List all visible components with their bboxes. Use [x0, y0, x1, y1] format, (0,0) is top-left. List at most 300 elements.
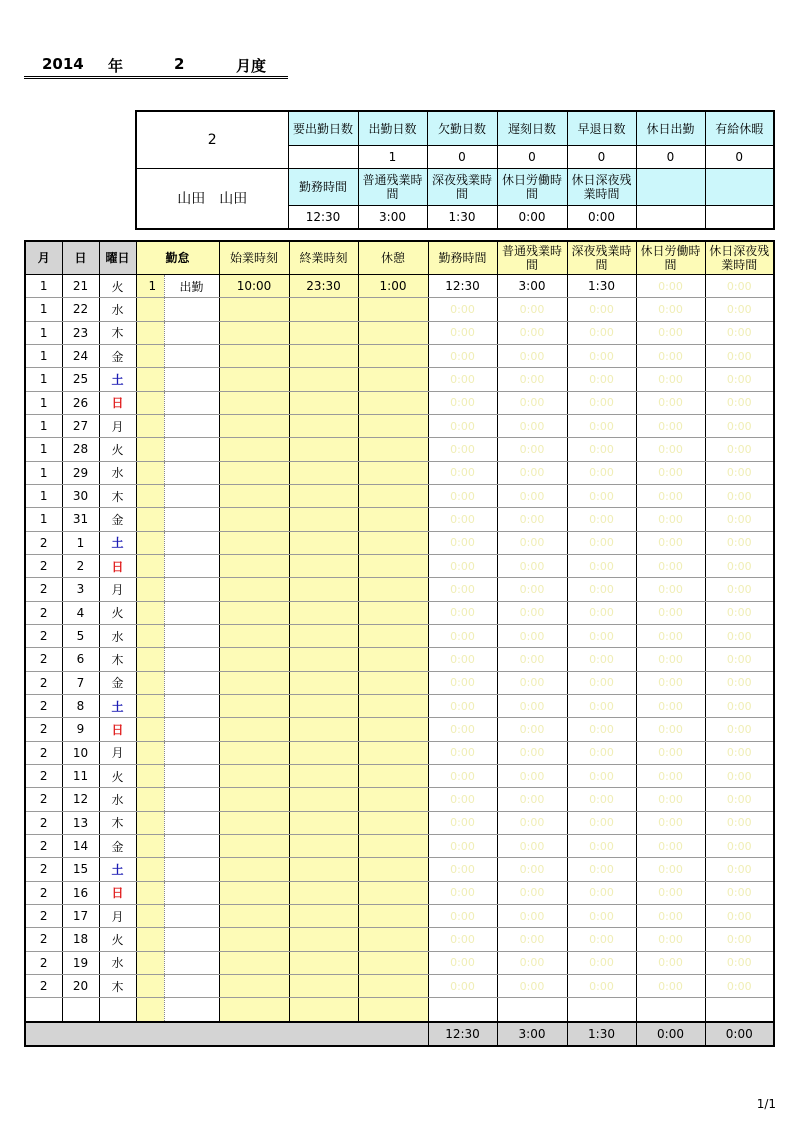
- day-cell: 15: [62, 858, 99, 881]
- break-cell: [358, 601, 428, 624]
- holiday-night-cell: 0:00: [705, 321, 774, 344]
- table-row: [25, 718, 774, 741]
- work-hours-cell: 0:00: [428, 461, 497, 484]
- night-overtime-cell: 0:00: [567, 858, 636, 881]
- end-time-cell: [289, 974, 358, 997]
- end-time-cell: [289, 344, 358, 367]
- night-overtime-cell: 1:30: [567, 275, 636, 298]
- column-header: 勤務時間: [428, 241, 497, 275]
- attendance-kind-cell: [164, 298, 219, 321]
- month-cell: 1: [25, 344, 62, 367]
- work-hours-cell: 0:00: [428, 368, 497, 391]
- table-row: [25, 904, 774, 927]
- month-cell: 2: [25, 531, 62, 554]
- attendance-kind-cell: [164, 461, 219, 484]
- end-time-cell: [289, 764, 358, 787]
- overtime-cell: 0:00: [497, 834, 567, 857]
- break-cell: [358, 858, 428, 881]
- weekday-cell: 土: [99, 694, 136, 717]
- end-time-cell: [289, 694, 358, 717]
- holiday-work-cell: 0:00: [636, 904, 705, 927]
- month-cell: 2: [25, 788, 62, 811]
- attendance-kind-cell: [164, 484, 219, 507]
- holiday-night-cell: 0:00: [705, 344, 774, 367]
- weekday-cell: 日: [99, 391, 136, 414]
- holiday-work-cell: 0:00: [636, 764, 705, 787]
- holiday-work-cell: 0:00: [636, 438, 705, 461]
- overtime-cell: 0:00: [497, 718, 567, 741]
- holiday-night-cell: 0:00: [705, 858, 774, 881]
- start-time-cell: [219, 998, 289, 1022]
- summary-value: 1:30: [427, 206, 497, 230]
- work-hours-cell: 0:00: [428, 508, 497, 531]
- weekday-cell: 月: [99, 741, 136, 764]
- weekday-cell: 木: [99, 484, 136, 507]
- attendance-index-cell: [136, 834, 164, 857]
- end-time-cell: [289, 951, 358, 974]
- end-time-cell: [289, 881, 358, 904]
- day-cell: 10: [62, 741, 99, 764]
- summary-value: [288, 146, 358, 169]
- work-hours-cell: 0:00: [428, 321, 497, 344]
- night-overtime-cell: 0:00: [567, 368, 636, 391]
- overtime-cell: 0:00: [497, 461, 567, 484]
- break-cell: [358, 484, 428, 507]
- day-cell: 14: [62, 834, 99, 857]
- attendance-kind-cell: [164, 624, 219, 647]
- attendance-index-cell: [136, 554, 164, 577]
- work-hours-cell: 0:00: [428, 951, 497, 974]
- break-cell: [358, 438, 428, 461]
- attendance-index-cell: [136, 321, 164, 344]
- weekday-cell: 金: [99, 508, 136, 531]
- night-overtime-cell: 0:00: [567, 344, 636, 367]
- weekday-cell: 火: [99, 928, 136, 951]
- totals-row: [25, 1022, 774, 1046]
- summary-value: [705, 206, 774, 230]
- attendance-index-cell: [136, 484, 164, 507]
- employee-name: 山田 山田: [136, 169, 288, 230]
- table-row: [25, 554, 774, 577]
- start-time-cell: [219, 368, 289, 391]
- table-row: [25, 928, 774, 951]
- table-row: [25, 414, 774, 437]
- work-hours-cell: 0:00: [428, 928, 497, 951]
- night-overtime-cell: 0:00: [567, 718, 636, 741]
- month-cell: 2: [25, 928, 62, 951]
- start-time-cell: [219, 484, 289, 507]
- month-cell: 2: [25, 951, 62, 974]
- holiday-night-cell: 0:00: [705, 764, 774, 787]
- overtime-cell: 0:00: [497, 741, 567, 764]
- table-row: [25, 741, 774, 764]
- attendance-index-cell: [136, 788, 164, 811]
- end-time-cell: [289, 671, 358, 694]
- summary-header: 出勤日数: [358, 111, 427, 146]
- month-cell: 2: [25, 601, 62, 624]
- night-overtime-cell: 0:00: [567, 391, 636, 414]
- weekday-cell: 土: [99, 858, 136, 881]
- attendance-index-cell: [136, 694, 164, 717]
- overtime-cell: 0:00: [497, 438, 567, 461]
- work-hours-cell: 0:00: [428, 764, 497, 787]
- column-header: 曜日: [99, 241, 136, 275]
- break-cell: 1:00: [358, 275, 428, 298]
- month: 2: [174, 55, 185, 73]
- month-cell: 1: [25, 508, 62, 531]
- weekday-cell: [99, 998, 136, 1022]
- month-unit: 月度: [236, 57, 267, 75]
- holiday-night-cell: 0:00: [705, 718, 774, 741]
- work-hours-cell: 0:00: [428, 601, 497, 624]
- table-row: [25, 881, 774, 904]
- attendance-kind-cell: [164, 741, 219, 764]
- break-cell: [358, 834, 428, 857]
- attendance-index-cell: [136, 904, 164, 927]
- holiday-night-cell: 0:00: [705, 788, 774, 811]
- start-time-cell: [219, 764, 289, 787]
- summary-header: 欠勤日数: [427, 111, 497, 146]
- table-row: [25, 811, 774, 834]
- month-cell: 1: [25, 368, 62, 391]
- holiday-work-cell: 0:00: [636, 344, 705, 367]
- end-time-cell: [289, 484, 358, 507]
- start-time-cell: [219, 461, 289, 484]
- summary-header: 休日深夜残業時間: [567, 169, 636, 206]
- overtime-cell: 0:00: [497, 858, 567, 881]
- summary-header: 深夜残業時間: [427, 169, 497, 206]
- overtime-cell: 0:00: [497, 951, 567, 974]
- night-overtime-cell: 0:00: [567, 741, 636, 764]
- work-hours-cell: 0:00: [428, 578, 497, 601]
- attendance-kind-cell: [164, 531, 219, 554]
- holiday-night-cell: 0:00: [705, 624, 774, 647]
- attendance-index-cell: [136, 881, 164, 904]
- holiday-night-cell: 0:00: [705, 531, 774, 554]
- start-time-cell: [219, 648, 289, 671]
- summary-value: 12:30: [288, 206, 358, 230]
- start-time-cell: [219, 788, 289, 811]
- weekday-cell: 土: [99, 368, 136, 391]
- table-row: [25, 484, 774, 507]
- start-time-cell: [219, 508, 289, 531]
- start-time-cell: [219, 904, 289, 927]
- weekday-cell: 木: [99, 321, 136, 344]
- end-time-cell: [289, 414, 358, 437]
- attendance-kind-cell: [164, 718, 219, 741]
- holiday-night-cell: 0:00: [705, 438, 774, 461]
- attendance-kind-cell: [164, 904, 219, 927]
- attendance-index-cell: [136, 718, 164, 741]
- attendance-kind-cell: [164, 928, 219, 951]
- month-cell: 1: [25, 484, 62, 507]
- attendance-kind-cell: [164, 881, 219, 904]
- attendance-kind-cell: [164, 834, 219, 857]
- day-cell: 7: [62, 671, 99, 694]
- work-hours-cell: 0:00: [428, 554, 497, 577]
- holiday-night-cell: 0:00: [705, 951, 774, 974]
- attendance-kind-cell: [164, 554, 219, 577]
- start-time-cell: [219, 624, 289, 647]
- holiday-work-cell: 0:00: [636, 834, 705, 857]
- day-cell: 13: [62, 811, 99, 834]
- day-cell: 19: [62, 951, 99, 974]
- start-time-cell: [219, 414, 289, 437]
- overtime-cell: 0:00: [497, 391, 567, 414]
- holiday-work-cell: 0:00: [636, 648, 705, 671]
- summary-table: [135, 110, 775, 230]
- day-cell: 21: [62, 275, 99, 298]
- column-header: 休日労働時間: [636, 241, 705, 275]
- table-row: [25, 624, 774, 647]
- night-overtime-cell: 0:00: [567, 298, 636, 321]
- start-time-cell: 10:00: [219, 275, 289, 298]
- column-header: 休日深夜残業時間: [705, 241, 774, 275]
- work-hours-cell: 0:00: [428, 741, 497, 764]
- attendance-index-cell: [136, 858, 164, 881]
- attendance-index-cell: [136, 601, 164, 624]
- weekday-cell: 水: [99, 951, 136, 974]
- column-header: 勤怠: [136, 241, 219, 275]
- end-time-cell: [289, 741, 358, 764]
- day-cell: 3: [62, 578, 99, 601]
- weekday-cell: 水: [99, 461, 136, 484]
- work-hours-cell: 0:00: [428, 344, 497, 367]
- page-number: 1/1: [756, 1097, 776, 1111]
- overtime-cell: 3:00: [497, 275, 567, 298]
- overtime-cell: 0:00: [497, 321, 567, 344]
- holiday-night-cell: [705, 998, 774, 1022]
- day-cell: 8: [62, 694, 99, 717]
- month-cell: 2: [25, 578, 62, 601]
- work-hours-cell: 0:00: [428, 974, 497, 997]
- attendance-index-cell: [136, 928, 164, 951]
- end-time-cell: [289, 554, 358, 577]
- end-time-cell: [289, 811, 358, 834]
- end-time-cell: [289, 648, 358, 671]
- end-time-cell: [289, 624, 358, 647]
- column-header: 休憩: [358, 241, 428, 275]
- attendance-kind-cell: [164, 578, 219, 601]
- break-cell: [358, 788, 428, 811]
- attendance-kind-cell: [164, 951, 219, 974]
- overtime-cell: 0:00: [497, 904, 567, 927]
- holiday-night-cell: 0:00: [705, 834, 774, 857]
- summary-value: 0:00: [567, 206, 636, 230]
- day-cell: 26: [62, 391, 99, 414]
- holiday-work-cell: 0:00: [636, 858, 705, 881]
- night-overtime-cell: 0:00: [567, 438, 636, 461]
- holiday-work-cell: 0:00: [636, 391, 705, 414]
- break-cell: [358, 391, 428, 414]
- attendance-index-cell: [136, 648, 164, 671]
- end-time-cell: [289, 998, 358, 1022]
- attendance-kind-cell: [164, 391, 219, 414]
- holiday-night-cell: 0:00: [705, 904, 774, 927]
- start-time-cell: [219, 438, 289, 461]
- work-hours-cell: 0:00: [428, 438, 497, 461]
- holiday-night-cell: 0:00: [705, 648, 774, 671]
- night-overtime-cell: 0:00: [567, 904, 636, 927]
- work-hours-cell: 0:00: [428, 648, 497, 671]
- weekday-cell: 土: [99, 531, 136, 554]
- break-cell: [358, 344, 428, 367]
- weekday-cell: 日: [99, 554, 136, 577]
- night-overtime-cell: 0:00: [567, 461, 636, 484]
- month-cell: 1: [25, 321, 62, 344]
- end-time-cell: [289, 461, 358, 484]
- holiday-work-cell: 0:00: [636, 741, 705, 764]
- summary-header: 普通残業時間: [358, 169, 427, 206]
- start-time-cell: [219, 741, 289, 764]
- start-time-cell: [219, 344, 289, 367]
- attendance-kind-cell: [164, 974, 219, 997]
- month-cell: 2: [25, 671, 62, 694]
- month-cell: 1: [25, 461, 62, 484]
- holiday-night-cell: 0:00: [705, 368, 774, 391]
- attendance-index-cell: [136, 998, 164, 1022]
- holiday-work-cell: 0:00: [636, 881, 705, 904]
- summary-header: 要出勤日数: [288, 111, 358, 146]
- table-row: [25, 508, 774, 531]
- table-row: [25, 368, 774, 391]
- weekday-cell: 水: [99, 298, 136, 321]
- column-header: 始業時刻: [219, 241, 289, 275]
- summary-value: 0:00: [497, 206, 567, 230]
- break-cell: [358, 951, 428, 974]
- month-cell: 2: [25, 718, 62, 741]
- night-overtime-cell: 0:00: [567, 764, 636, 787]
- total-overtime: 3:00: [497, 1022, 567, 1046]
- attendance-kind-cell: [164, 764, 219, 787]
- holiday-night-cell: 0:00: [705, 461, 774, 484]
- holiday-night-cell: 0:00: [705, 694, 774, 717]
- end-time-cell: [289, 834, 358, 857]
- holiday-night-cell: 0:00: [705, 928, 774, 951]
- timesheet-table: [24, 240, 775, 1047]
- overtime-cell: 0:00: [497, 508, 567, 531]
- end-time-cell: 23:30: [289, 275, 358, 298]
- day-cell: 23: [62, 321, 99, 344]
- overtime-cell: 0:00: [497, 554, 567, 577]
- day-cell: 17: [62, 904, 99, 927]
- break-cell: [358, 414, 428, 437]
- day-cell: [62, 998, 99, 1022]
- start-time-cell: [219, 671, 289, 694]
- break-cell: [358, 508, 428, 531]
- summary-value: 1: [358, 146, 427, 169]
- column-header: 普通残業時間: [497, 241, 567, 275]
- end-time-cell: [289, 601, 358, 624]
- weekday-cell: 木: [99, 974, 136, 997]
- summary-value: 0: [427, 146, 497, 169]
- weekday-cell: 火: [99, 275, 136, 298]
- start-time-cell: [219, 321, 289, 344]
- break-cell: [358, 904, 428, 927]
- table-row: [25, 275, 774, 298]
- holiday-night-cell: 0:00: [705, 298, 774, 321]
- holiday-night-cell: 0:00: [705, 671, 774, 694]
- end-time-cell: [289, 368, 358, 391]
- weekday-cell: 月: [99, 578, 136, 601]
- holiday-work-cell: 0:00: [636, 601, 705, 624]
- attendance-index-cell: 1: [136, 275, 164, 298]
- holiday-work-cell: 0:00: [636, 298, 705, 321]
- table-row: [25, 858, 774, 881]
- night-overtime-cell: 0:00: [567, 624, 636, 647]
- day-cell: 6: [62, 648, 99, 671]
- month-cell: 2: [25, 974, 62, 997]
- attendance-kind-cell: [164, 438, 219, 461]
- month-cell: 1: [25, 391, 62, 414]
- weekday-cell: 金: [99, 834, 136, 857]
- overtime-cell: 0:00: [497, 601, 567, 624]
- break-cell: [358, 671, 428, 694]
- work-hours-cell: 0:00: [428, 788, 497, 811]
- year: 2014: [42, 55, 84, 73]
- night-overtime-cell: 0:00: [567, 951, 636, 974]
- holiday-work-cell: 0:00: [636, 461, 705, 484]
- weekday-cell: 日: [99, 881, 136, 904]
- weekday-cell: 金: [99, 671, 136, 694]
- night-overtime-cell: 0:00: [567, 694, 636, 717]
- attendance-index-cell: [136, 508, 164, 531]
- break-cell: [358, 811, 428, 834]
- table-row: [25, 461, 774, 484]
- holiday-work-cell: 0:00: [636, 321, 705, 344]
- overtime-cell: 0:00: [497, 368, 567, 391]
- weekday-cell: 火: [99, 601, 136, 624]
- break-cell: [358, 624, 428, 647]
- table-row: [25, 671, 774, 694]
- night-overtime-cell: 0:00: [567, 881, 636, 904]
- overtime-cell: 0:00: [497, 974, 567, 997]
- month-cell: 2: [25, 624, 62, 647]
- month-cell: 1: [25, 298, 62, 321]
- table-row: [25, 694, 774, 717]
- year-unit: 年: [108, 57, 124, 75]
- table-row: [25, 788, 774, 811]
- overtime-cell: 0:00: [497, 578, 567, 601]
- attendance-index-cell: [136, 391, 164, 414]
- break-cell: [358, 368, 428, 391]
- column-header: 深夜残業時間: [567, 241, 636, 275]
- weekday-cell: 火: [99, 764, 136, 787]
- overtime-cell: 0:00: [497, 764, 567, 787]
- column-header: 日: [62, 241, 99, 275]
- day-cell: 2: [62, 554, 99, 577]
- report-title: [24, 50, 288, 79]
- holiday-night-cell: 0:00: [705, 414, 774, 437]
- weekday-cell: 火: [99, 438, 136, 461]
- attendance-kind-cell: [164, 811, 219, 834]
- holiday-work-cell: 0:00: [636, 275, 705, 298]
- day-cell: 28: [62, 438, 99, 461]
- attendance-index-cell: [136, 741, 164, 764]
- weekday-cell: 水: [99, 788, 136, 811]
- table-row: [25, 298, 774, 321]
- break-cell: [358, 974, 428, 997]
- end-time-cell: [289, 391, 358, 414]
- holiday-work-cell: 0:00: [636, 414, 705, 437]
- overtime-cell: 0:00: [497, 881, 567, 904]
- weekday-cell: 月: [99, 414, 136, 437]
- month-cell: [25, 998, 62, 1022]
- start-time-cell: [219, 834, 289, 857]
- attendance-index-cell: [136, 344, 164, 367]
- month-cell: 2: [25, 834, 62, 857]
- attendance-kind-cell: [164, 671, 219, 694]
